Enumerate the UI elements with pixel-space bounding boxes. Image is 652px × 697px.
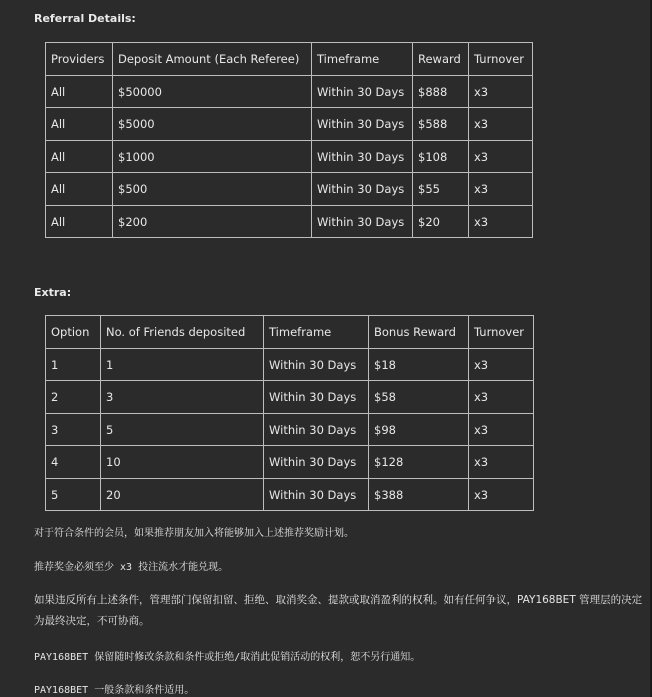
table-cell: 5 xyxy=(101,414,264,446)
table-cell: Within 30 Days xyxy=(264,414,369,446)
terms-note-modify: PAY168BET 保留随时修改条款和条件或拒绝/取消此促销活动的权利，恕不另行通知。 xyxy=(34,652,421,663)
table-cell: Within 30 Days xyxy=(264,349,369,381)
table-cell: x3 xyxy=(469,173,533,206)
table-cell: $18 xyxy=(369,349,469,381)
table-row xyxy=(46,414,534,446)
header-cell: Reward xyxy=(413,43,469,76)
header-cell: Option xyxy=(46,316,101,349)
header-cell: Turnover xyxy=(469,43,533,76)
extra-heading: Extra: xyxy=(34,286,72,299)
terms-note-general: PAY168BET 一般条款和条件适用。 xyxy=(34,685,195,696)
table-cell: x3 xyxy=(469,206,533,238)
table-row xyxy=(46,479,534,511)
table-cell: $20 xyxy=(413,206,469,238)
table-cell: Within 30 Days xyxy=(264,479,369,511)
table-cell: $108 xyxy=(413,141,469,173)
table-cell: $55 xyxy=(413,173,469,206)
table-cell: $98 xyxy=(369,414,469,446)
table-cell: x3 xyxy=(469,349,534,381)
table-cell: All xyxy=(46,173,113,206)
header-cell: Deposit Amount (Each Referee) xyxy=(113,43,312,76)
extra-table xyxy=(45,315,534,511)
table-cell: 4 xyxy=(46,446,101,479)
header-cell: No. of Friends deposited xyxy=(101,316,264,349)
terms-note-eligibility: 对于符合条件的会员，如果推荐朋友加入将能够加入上述推荐奖励计划。 xyxy=(34,528,354,539)
table-cell: $58 xyxy=(369,381,469,414)
table-row xyxy=(46,141,533,173)
table-cell: $500 xyxy=(113,173,312,206)
table-cell: x3 xyxy=(469,479,534,511)
header-cell: Providers xyxy=(46,43,113,76)
table-cell: $888 xyxy=(413,76,469,108)
table-cell: x3 xyxy=(469,76,533,108)
table-header-row xyxy=(46,43,533,76)
referral-details-heading: Referral Details: xyxy=(34,12,136,25)
table-cell: All xyxy=(46,141,113,173)
table-row xyxy=(46,173,533,206)
table-row xyxy=(46,349,534,381)
table-cell: Within 30 Days xyxy=(264,446,369,479)
terms-note-turnover: 推荐奖金必须至少 x3 投注流水才能兑现。 xyxy=(34,562,229,573)
table-cell: x3 xyxy=(469,446,534,479)
table-cell: All xyxy=(46,108,113,141)
table-cell: All xyxy=(46,206,113,238)
table-cell: 10 xyxy=(101,446,264,479)
header-cell: Timeframe xyxy=(264,316,369,349)
table-cell: $388 xyxy=(369,479,469,511)
table-cell: $200 xyxy=(113,206,312,238)
header-cell: Turnover xyxy=(469,316,534,349)
table-cell: 5 xyxy=(46,479,101,511)
table-cell: $5000 xyxy=(113,108,312,141)
table-cell: 3 xyxy=(46,414,101,446)
table-cell: $50000 xyxy=(113,76,312,108)
table-row xyxy=(46,108,533,141)
table-cell: x3 xyxy=(469,414,534,446)
table-row xyxy=(46,76,533,108)
table-cell: x3 xyxy=(469,108,533,141)
table-cell: Within 30 Days xyxy=(312,141,413,173)
table-cell: 2 xyxy=(46,381,101,414)
table-cell: Within 30 Days xyxy=(312,173,413,206)
table-row xyxy=(46,381,534,414)
table-cell: $128 xyxy=(369,446,469,479)
table-cell: Within 30 Days xyxy=(312,206,413,238)
table-cell: 20 xyxy=(101,479,264,511)
table-cell: 3 xyxy=(101,381,264,414)
table-cell: $1000 xyxy=(113,141,312,173)
referral-table xyxy=(45,42,533,238)
header-cell: Bonus Reward xyxy=(369,316,469,349)
table-cell: Within 30 Days xyxy=(264,381,369,414)
table-cell: Within 30 Days xyxy=(312,108,413,141)
table-cell: 1 xyxy=(46,349,101,381)
table-cell: All xyxy=(46,76,113,108)
table-cell: x3 xyxy=(469,381,534,414)
table-header-row xyxy=(46,316,534,349)
table-cell: Within 30 Days xyxy=(312,76,413,108)
table-cell: 1 xyxy=(101,349,264,381)
table-row xyxy=(46,446,534,479)
terms-note-violation: 如果违反所有上述条件，管理部门保留扣留、拒绝、取消奖金、提款或取消盈利的权利。如有任何争议，PAY168BET 管理层的决定为最终决定，不可协商。 xyxy=(34,594,643,627)
table-cell: $588 xyxy=(413,108,469,141)
header-cell: Timeframe xyxy=(312,43,413,76)
table-cell: x3 xyxy=(469,141,533,173)
table-row xyxy=(46,206,533,238)
